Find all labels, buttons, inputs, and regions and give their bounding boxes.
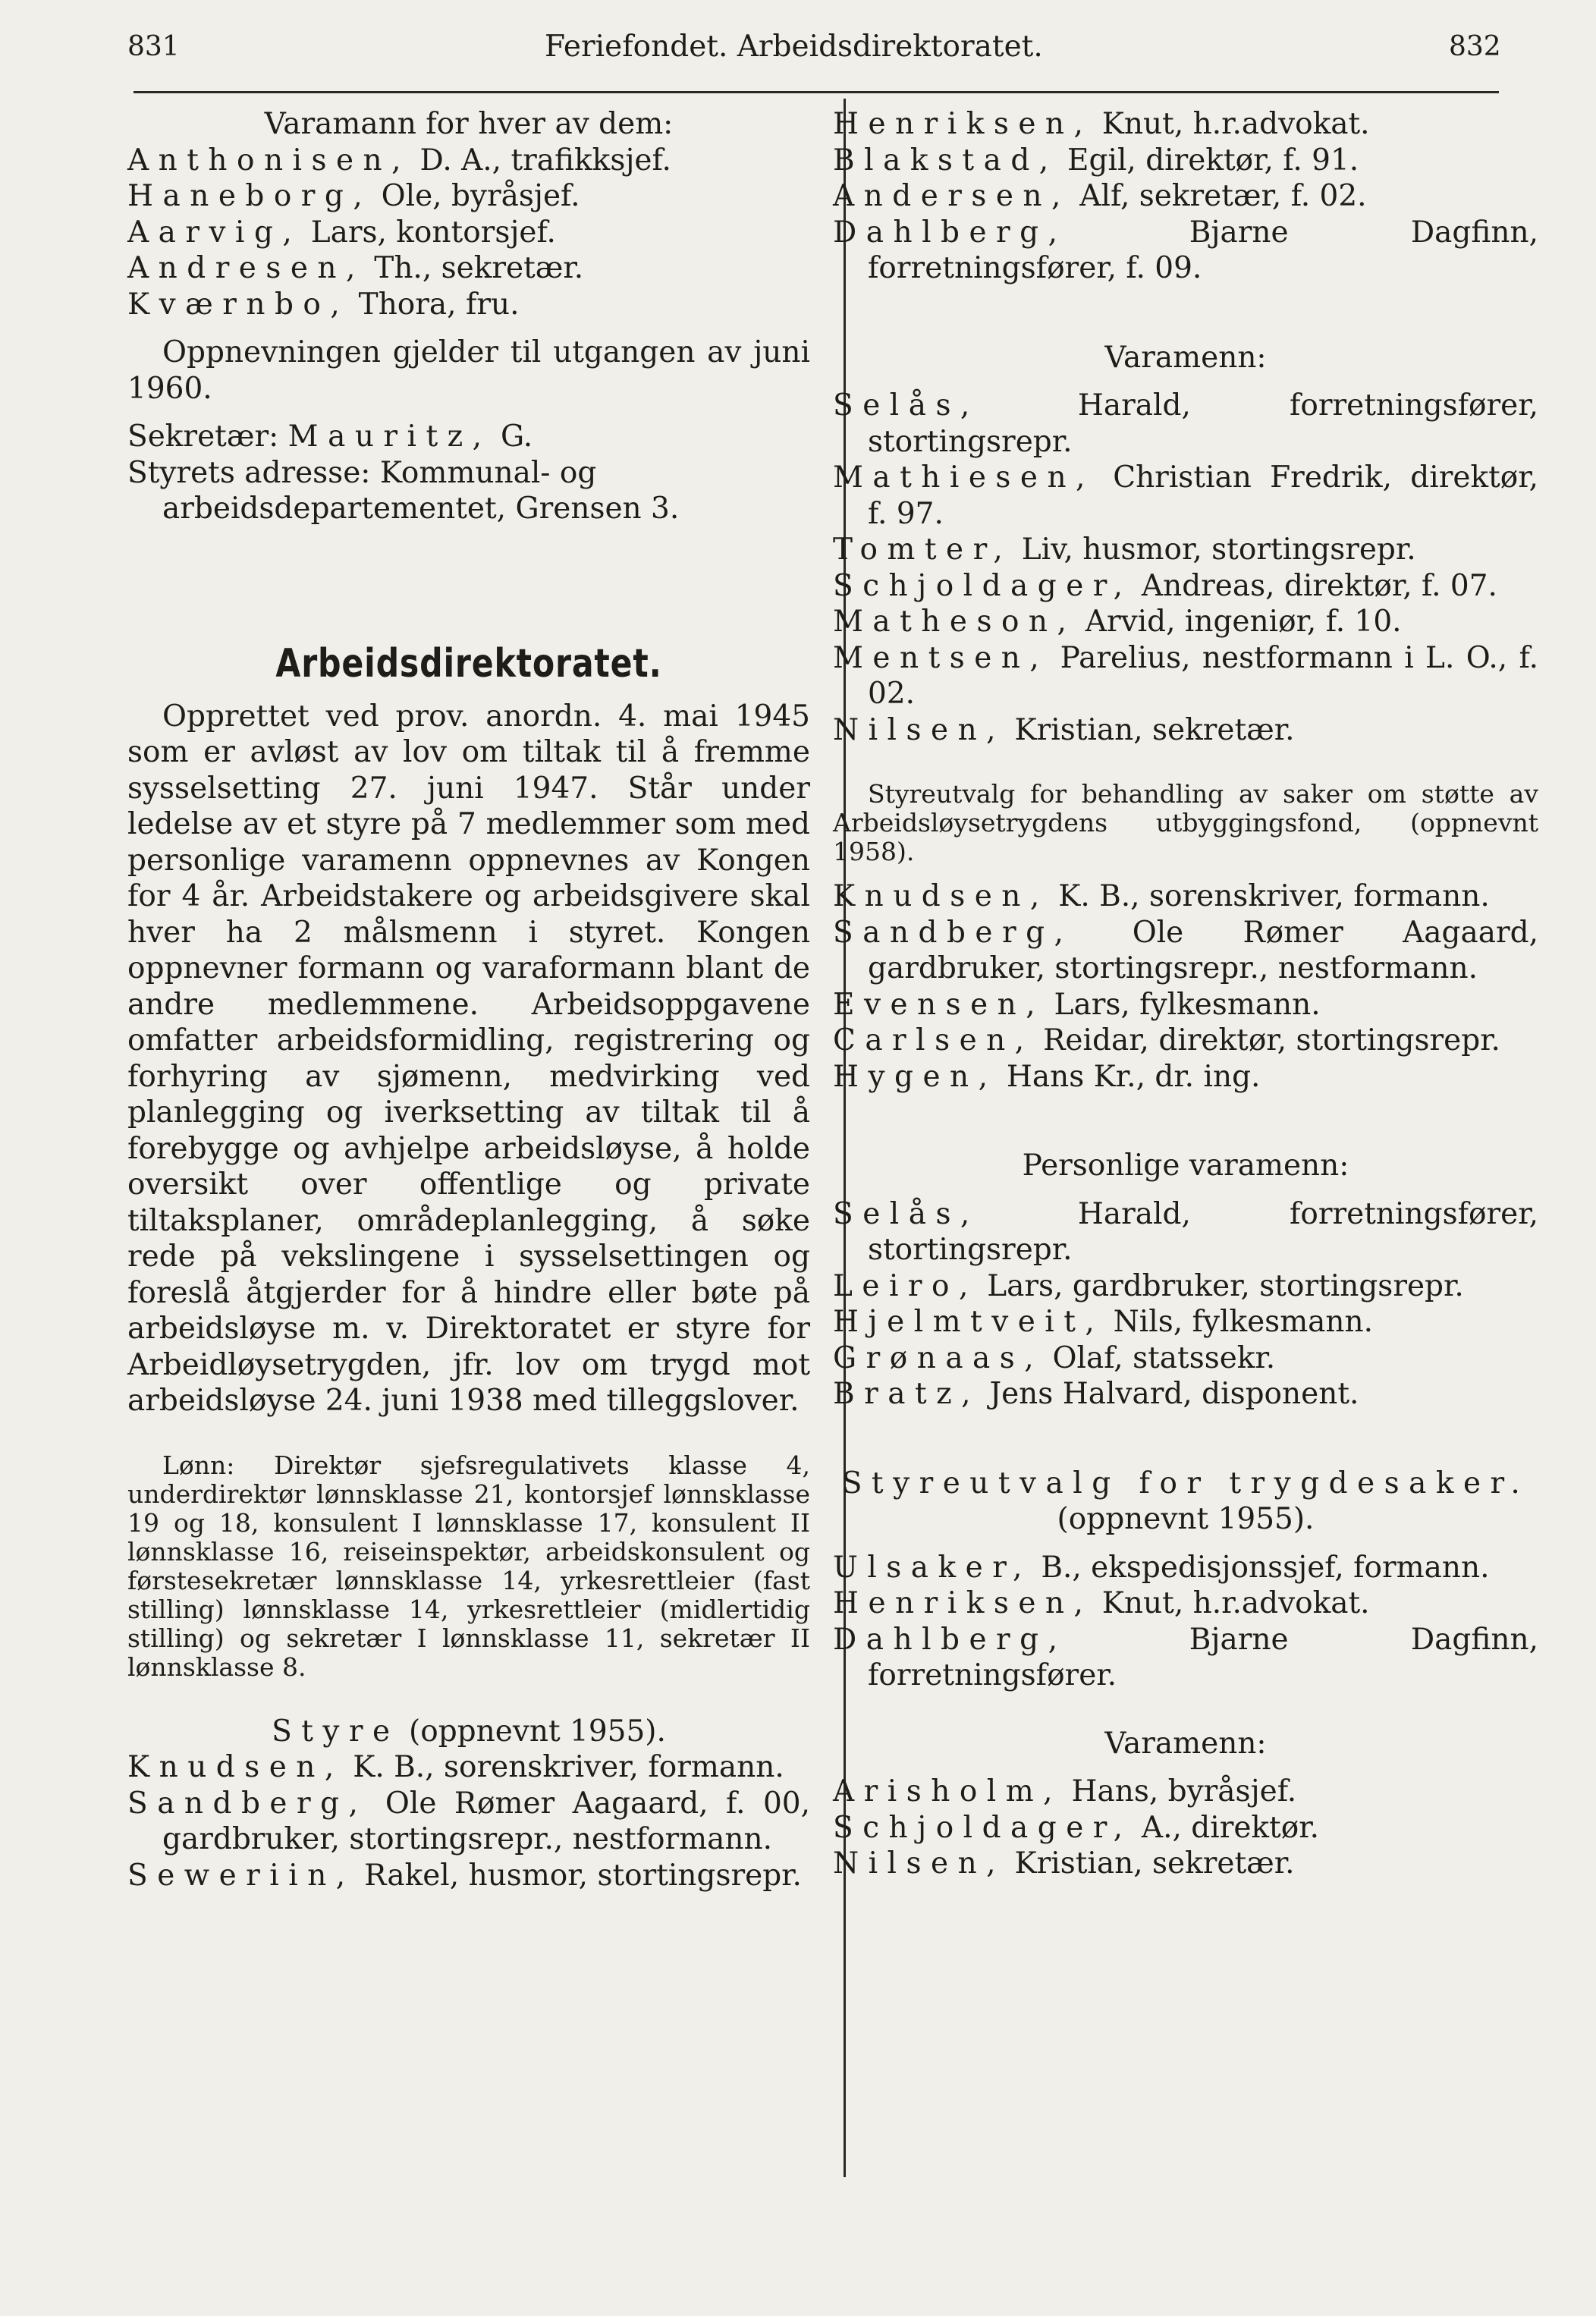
styre-heading bbox=[127, 1714, 810, 1750]
list-item bbox=[833, 604, 1538, 640]
entry-details: Knut, h.r.advokat. bbox=[1092, 1586, 1370, 1620]
sekretaer-rest: G. bbox=[491, 420, 533, 454]
entry-surname: Selås, bbox=[833, 388, 979, 423]
entry-details: Hans Kr., dr. ing. bbox=[997, 1059, 1261, 1094]
entry-surname: Ulsaker, bbox=[833, 1550, 1032, 1585]
entry-surname: Sandberg, bbox=[127, 1786, 368, 1821]
list-item bbox=[833, 1376, 1538, 1413]
entry-surname: Henriksen, bbox=[833, 107, 1093, 141]
entry-surname: Selås, bbox=[833, 1196, 979, 1231]
varamenn-heading: Varamenn: bbox=[1104, 340, 1267, 375]
entry-surname: Bratz, bbox=[833, 1377, 981, 1411]
list-item bbox=[127, 1786, 810, 1858]
oppnevning-text: Oppnevningen gjelder til utgangen av juni 1960. bbox=[127, 335, 810, 406]
entry-surname: Nilsen, bbox=[833, 712, 1006, 747]
entry-details: Lars, gardbruker, stortingsrepr. bbox=[977, 1268, 1464, 1303]
entry-surname: Leiro, bbox=[833, 1268, 978, 1303]
entry-surname: Schjoldager, bbox=[833, 1810, 1133, 1845]
entry-details: Harald, forretningsfører, stortingsrepr. bbox=[868, 388, 1538, 459]
list-item bbox=[127, 250, 810, 287]
entry-surname: Mathiesen, bbox=[833, 460, 1095, 495]
list-item bbox=[833, 1304, 1538, 1340]
entry-surname: Matheson, bbox=[833, 605, 1076, 639]
entry-details: K. B., sorenskriver, formann. bbox=[1048, 879, 1490, 913]
trygd-heading-spaced: Styreutvalg for trygdesaker. bbox=[841, 1466, 1530, 1501]
vara-heading: Varamann for hver av dem: bbox=[264, 107, 674, 141]
entry-surname: Schjoldager, bbox=[833, 568, 1133, 603]
entry-details: B., ekspedisjonssjef, formann. bbox=[1031, 1550, 1490, 1585]
list-item bbox=[833, 178, 1538, 215]
trygd-heading bbox=[833, 1466, 1538, 1502]
entry-surname: Aarvig, bbox=[127, 215, 302, 250]
entry-details: K. B., sorenskriver, formann. bbox=[343, 1750, 784, 1784]
entry-details: Christian Fredrik, direktør, f. 97. bbox=[868, 460, 1538, 531]
entry-details: Lars, fylkesmann. bbox=[1045, 987, 1321, 1022]
list-item bbox=[127, 1749, 810, 1786]
entry-surname: Haneborg, bbox=[127, 179, 372, 213]
entry-details: Egil, direktør, f. 91. bbox=[1057, 143, 1359, 178]
entry-details: Andreas, direktør, f. 07. bbox=[1132, 568, 1497, 603]
entry-surname: Andersen, bbox=[833, 179, 1070, 213]
entry-details: Nils, fylkesmann. bbox=[1104, 1305, 1374, 1339]
entry-surname: Grønaas, bbox=[833, 1340, 1044, 1375]
list-item bbox=[833, 712, 1538, 749]
adresse-text: Styrets adresse: Kommunal- og arbeidsdepartementet, Grensen 3. bbox=[127, 455, 680, 526]
entry-details: Olaf, statssekr. bbox=[1043, 1340, 1276, 1375]
styre-heading-spaced: Styre bbox=[272, 1714, 400, 1749]
entry-details: Arvid, ingeniør, f. 10. bbox=[1076, 605, 1402, 639]
list-item bbox=[833, 1196, 1538, 1268]
list-item bbox=[833, 1023, 1538, 1059]
right-column bbox=[833, 106, 1538, 1882]
list-item bbox=[833, 106, 1538, 143]
entry-details: Kristian, sekretær. bbox=[1005, 1846, 1295, 1881]
entry-details: Jens Halvard, disponent. bbox=[980, 1377, 1359, 1411]
list-item bbox=[833, 143, 1538, 179]
entry-surname: Arisholm, bbox=[833, 1774, 1063, 1808]
vara-list bbox=[127, 143, 810, 323]
personlige-list bbox=[833, 1196, 1538, 1413]
entry-surname: Knudsen, bbox=[833, 879, 1049, 913]
list-item bbox=[833, 1550, 1538, 1586]
entry-surname: Tomter, bbox=[833, 533, 1013, 567]
entry-details: Liv, husmor, stortingsrepr. bbox=[1012, 533, 1416, 567]
styre-list bbox=[127, 1749, 810, 1893]
entry-surname: Henriksen, bbox=[833, 1586, 1093, 1620]
list-item bbox=[833, 915, 1538, 987]
list-item bbox=[127, 287, 810, 323]
page-number-right: 832 bbox=[1449, 31, 1501, 62]
entry-details: A., direktør. bbox=[1132, 1810, 1319, 1845]
entry-surname: Mentsen, bbox=[833, 640, 1049, 675]
styreutvalg-text: Styreutvalg for behandling av saker om støtte av Arbeidsløysetrygdens utbyggingsfond, (oppnevnt 1958). bbox=[833, 779, 1538, 866]
varamenn-list bbox=[833, 388, 1538, 748]
entry-surname: Hjelmtveit, bbox=[833, 1305, 1104, 1339]
left-column bbox=[127, 106, 810, 1893]
entry-surname: Kværnbo, bbox=[127, 287, 350, 322]
list-item bbox=[833, 987, 1538, 1023]
entry-surname: Seweriin, bbox=[127, 1858, 355, 1893]
entry-surname: Nilsen, bbox=[833, 1846, 1006, 1881]
direktorat-description: Opprettet ved prov. anordn. 4. mai 1945 som er avløst av lov om tiltak til å fremme sysselsetting 27. juni 1947. Står under ledelse av et styre på 7 medlemmer som med personlige varamenn oppnevnes av Kongen for 4 år. Arbeidstakere og arbeidsgivere skal hver ha 2 målsmenn i styret. Kongen oppnevner formann og varaformann blant de andre medlemmene. Arbeidsoppgavene omfatter arbeidsformidling, registrering og forhyring av sjømenn, medvirking ved planlegging og iverksetting av tiltak til å forebygge og avhjelpe arbeidsløyse, å holde oversikt over offentlige og private tiltaksplaner, områdeplanlegging, å søke rede på vekslingene i sysselsettingen og foreslå åtgjerder for å hindre eller bøte på arbeidsløyse m. v. Direktoratet er styre for Arbeidløysetrygden, jfr. lov om trygd mot arbeidsløyse 24. juni 1938 med tilleggslover. bbox=[127, 699, 810, 1418]
list-item bbox=[127, 143, 810, 179]
entry-surname: Andresen, bbox=[127, 251, 365, 285]
entry-details: Alf, sekretær, f. 02. bbox=[1070, 179, 1367, 213]
entry-details: Thora, fru. bbox=[349, 287, 520, 322]
list-item bbox=[127, 178, 810, 215]
entry-details: Ole, byråsjef. bbox=[372, 179, 580, 213]
trygd-vara-heading: Varamenn: bbox=[1104, 1726, 1267, 1761]
entry-details: D. A., trafikksjef. bbox=[410, 143, 671, 178]
entry-surname: Dahlberg, bbox=[833, 1622, 1067, 1657]
sekretaer-name: Mauritz, bbox=[287, 420, 492, 454]
sekretaer-label: Sekretær: bbox=[127, 420, 288, 454]
list-item bbox=[833, 215, 1538, 287]
list-item bbox=[833, 640, 1538, 712]
list-item bbox=[127, 215, 810, 251]
entry-surname: Hygen, bbox=[833, 1059, 998, 1094]
list-item bbox=[833, 878, 1538, 915]
list-item bbox=[833, 1622, 1538, 1694]
entry-details: Parelius, nestformann i L. O., f. 02. bbox=[868, 640, 1538, 711]
entry-details: Bjarne Dagfinn, forretningsfører. bbox=[868, 1622, 1538, 1692]
entry-surname: Dahlberg, bbox=[833, 215, 1067, 250]
entry-details: Harald, forretningsfører, stortingsrepr. bbox=[868, 1196, 1538, 1267]
list-item bbox=[833, 568, 1538, 605]
entry-surname: Evensen, bbox=[833, 987, 1045, 1022]
styre-heading-rest: (oppnevnt 1955). bbox=[399, 1714, 666, 1749]
list-item bbox=[833, 1268, 1538, 1305]
list-item bbox=[833, 1340, 1538, 1377]
list-item bbox=[833, 1846, 1538, 1882]
entry-details: Reidar, direktør, stortingsrepr. bbox=[1033, 1023, 1500, 1057]
running-title: Feriefondet. Arbeidsdirektoratet. bbox=[545, 30, 1043, 64]
top-entries bbox=[833, 106, 1538, 287]
list-item bbox=[833, 1059, 1538, 1095]
trygd-list bbox=[833, 1550, 1538, 1694]
list-item bbox=[127, 1858, 810, 1894]
list-item bbox=[833, 388, 1538, 460]
list-item bbox=[833, 1585, 1538, 1622]
entry-details: Kristian, sekretær. bbox=[1005, 712, 1295, 747]
page-number-left: 831 bbox=[127, 31, 180, 62]
entry-surname: Sandberg, bbox=[833, 915, 1073, 950]
entry-details: Ole Rømer Aagaard, gardbruker, stortingsrepr., nestformann. bbox=[868, 915, 1538, 985]
entry-details: Th., sekretær. bbox=[364, 251, 584, 285]
entry-surname: Blakstad, bbox=[833, 143, 1058, 178]
list-item bbox=[833, 460, 1538, 532]
entry-surname: Anthonisen, bbox=[127, 143, 411, 178]
list-item bbox=[833, 532, 1538, 568]
lonn-text: Lønn: Direktør sjefsregulativets klasse 4, underdirektør lønnsklasse 21, kontorsjef lønnsklasse 19 og 18, konsulent I lønnsklasse 17, konsulent II lønnsklasse 16, reiseinspektør, arbeidskonsulent og førstesekretær lønnsklasse 14, yrkesrettleier (fast stilling) lønnsklasse 14, yrkesrettleier (midlertidig stilling) og sekretær I lønnsklasse 11, sekretær II lønnsklasse 8. bbox=[127, 1450, 810, 1682]
section-heading-arbeidsdirektoratet: Arbeidsdirektoratet. bbox=[275, 640, 662, 687]
entry-details: Lars, kontorsjef. bbox=[301, 215, 556, 250]
personlige-heading: Personlige varamenn: bbox=[1022, 1149, 1349, 1183]
entry-details: Ole Rømer Aagaard, f. 00, gardbruker, stortingsrepr., nestformann. bbox=[162, 1786, 810, 1856]
list-item bbox=[833, 1774, 1538, 1810]
list-item bbox=[833, 1810, 1538, 1846]
entry-details: Hans, byråsjef. bbox=[1062, 1774, 1297, 1808]
entry-details: Rakel, husmor, stortingsrepr. bbox=[354, 1858, 802, 1893]
entry-details: Bjarne Dagfinn, forretningsfører, f. 09. bbox=[868, 215, 1538, 285]
entry-surname: Carlsen, bbox=[833, 1023, 1034, 1057]
entry-details: Knut, h.r.advokat. bbox=[1092, 107, 1370, 141]
trygd-heading-sub: (oppnevnt 1955). bbox=[1057, 1502, 1315, 1536]
styreutvalg-list bbox=[833, 878, 1538, 1095]
header-rule bbox=[134, 91, 1499, 93]
sekretaer-line bbox=[127, 419, 810, 455]
trygd-vara-list bbox=[833, 1774, 1538, 1882]
entry-surname: Knudsen, bbox=[127, 1750, 344, 1784]
